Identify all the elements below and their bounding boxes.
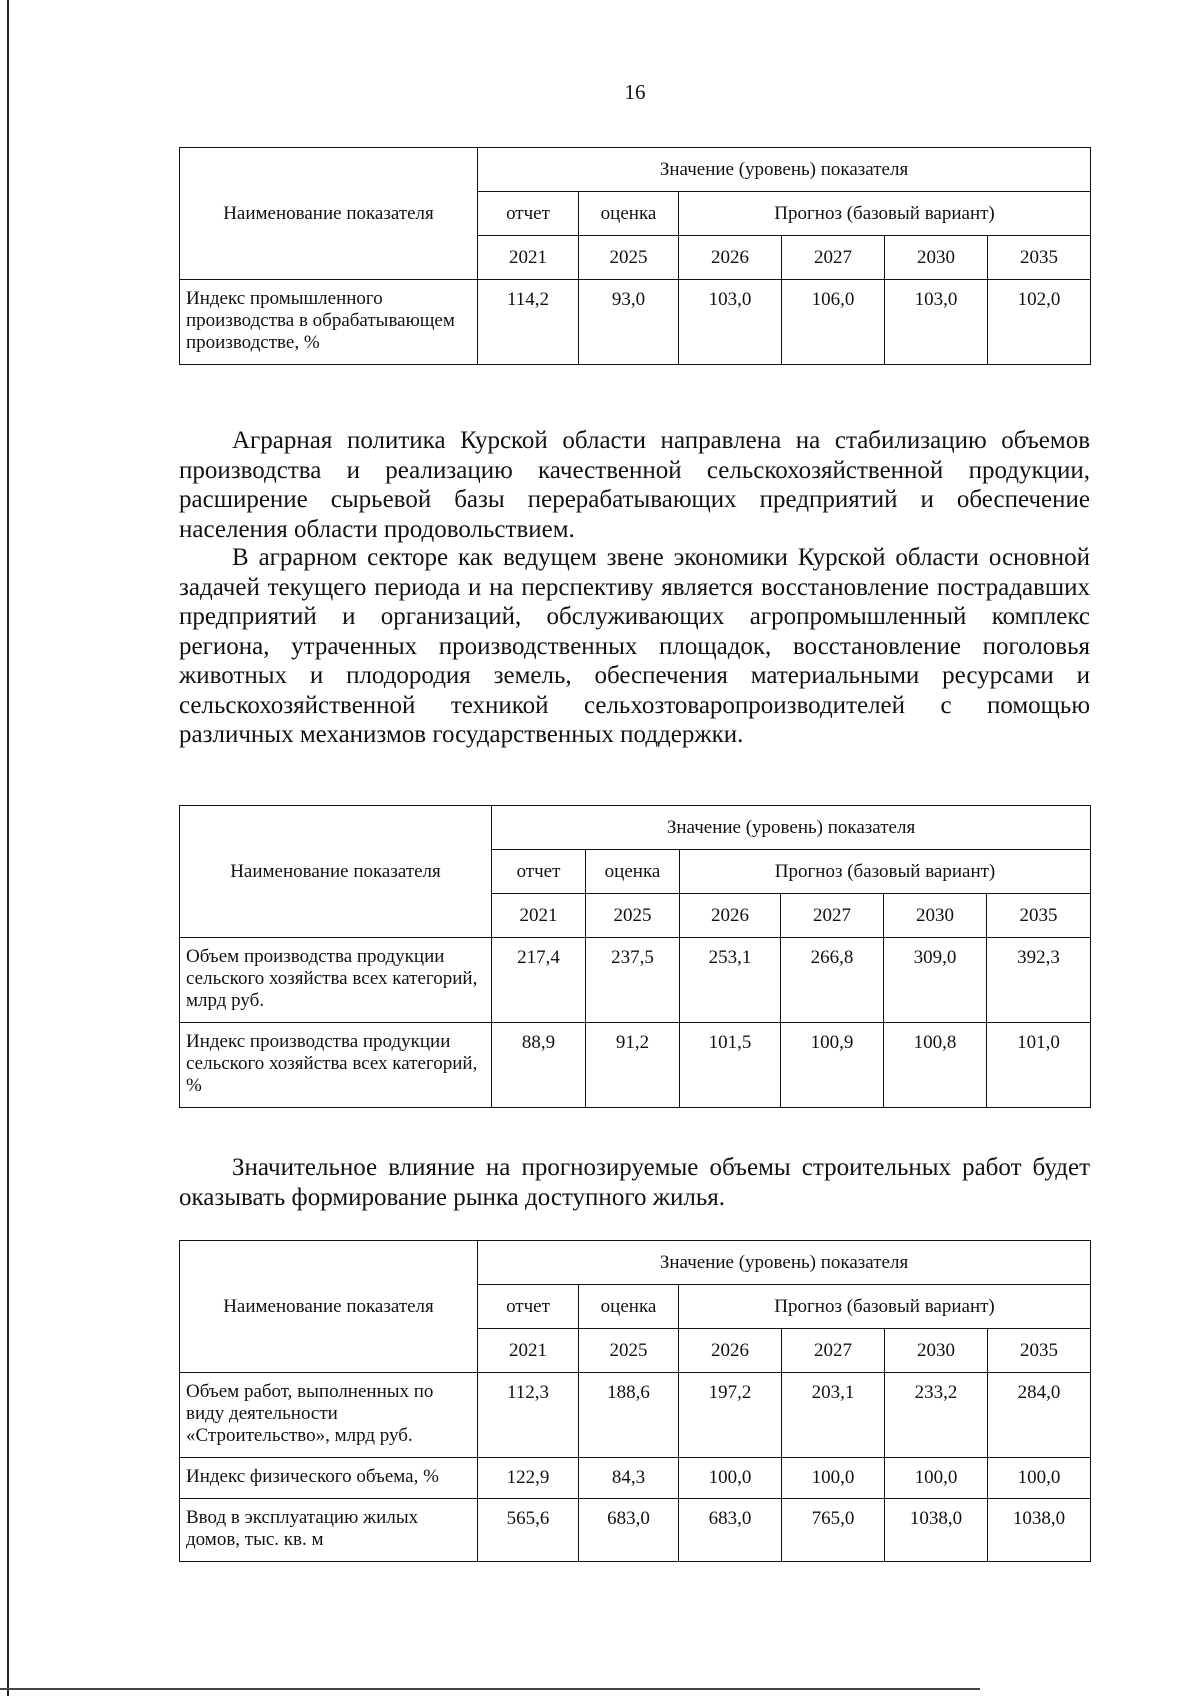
table-body <box>180 148 1091 365</box>
column-header-year: 2030 <box>884 894 987 938</box>
table-row <box>180 1023 1091 1108</box>
value-cell: 122,9 <box>478 1458 579 1499</box>
column-header-year: 2026 <box>679 1329 782 1373</box>
column-header-year: 2021 <box>492 894 586 938</box>
value-cell: 266,8 <box>781 938 884 1023</box>
column-header-year: 2027 <box>781 894 884 938</box>
column-header-year: 2030 <box>885 1329 988 1373</box>
column-header-year: 2035 <box>987 894 1091 938</box>
paragraph-agrarian-sector: В аграрном секторе как ведущем звене экономики Курской области основной задачей текущего периода и на перспективу является восстановление пострадавших предприятий и организаций, обслуживающих агропромышленный комплекс региона, утраченных производственных площадок, восстановление поголовья животных и плодородия земель, обеспечения материальными ресурсами и сельскохозяйственной техникой сельхозтоваропроизводителей с помощью различных механизмов государственных поддержки. <box>179 544 1090 748</box>
row-name: Индекс промышленного производства в обрабатывающем производстве, % <box>180 280 478 365</box>
column-header-year: 2026 <box>680 894 781 938</box>
value-cell: 1038,0 <box>885 1499 988 1562</box>
value-cell: 101,0 <box>987 1023 1091 1108</box>
value-cell: 114,2 <box>478 280 579 365</box>
table-row <box>180 1499 1091 1562</box>
value-cell: 683,0 <box>579 1499 679 1562</box>
value-cell: 237,5 <box>586 938 680 1023</box>
header-row-top <box>180 806 1091 850</box>
column-header-year: 2026 <box>679 236 782 280</box>
value-cell: 102,0 <box>988 280 1091 365</box>
column-header-report: отчет <box>492 850 586 894</box>
scan-edge-bottom <box>0 1688 980 1690</box>
value-cell: 253,1 <box>680 938 781 1023</box>
value-cell: 100,0 <box>988 1458 1091 1499</box>
header-row-top <box>180 148 1091 192</box>
column-header-year: 2021 <box>478 236 579 280</box>
value-cell: 100,0 <box>782 1458 885 1499</box>
value-cell: 91,2 <box>586 1023 680 1108</box>
value-cell: 106,0 <box>782 280 885 365</box>
column-header-value: Значение (уровень) показателя <box>478 1241 1091 1285</box>
scan-edge-left <box>7 0 9 1696</box>
row-name: Объем работ, выполненных по виду деятельности «Строительство», млрд руб. <box>180 1373 478 1458</box>
table-row <box>180 1458 1091 1499</box>
column-header-estimate: оценка <box>579 192 679 236</box>
column-header-estimate: оценка <box>586 850 680 894</box>
column-header-year: 2025 <box>586 894 680 938</box>
column-header-report: отчет <box>478 1285 579 1329</box>
industrial-index-table <box>179 147 1091 365</box>
column-header-year: 2030 <box>885 236 988 280</box>
value-cell: 683,0 <box>679 1499 782 1562</box>
table-body <box>180 1241 1091 1562</box>
column-header-forecast: Прогноз (базовый вариант) <box>679 192 1091 236</box>
column-header-name: Наименование показателя <box>180 1241 478 1373</box>
value-cell: 565,6 <box>478 1499 579 1562</box>
column-header-year: 2021 <box>478 1329 579 1373</box>
column-header-forecast: Прогноз (базовый вариант) <box>680 850 1091 894</box>
column-header-name: Наименование показателя <box>180 148 478 280</box>
column-header-year: 2035 <box>988 1329 1091 1373</box>
value-cell: 88,9 <box>492 1023 586 1108</box>
value-cell: 103,0 <box>885 280 988 365</box>
column-header-value: Значение (уровень) показателя <box>478 148 1091 192</box>
value-cell: 93,0 <box>579 280 679 365</box>
agriculture-table <box>179 805 1091 1108</box>
value-cell: 765,0 <box>782 1499 885 1562</box>
value-cell: 188,6 <box>579 1373 679 1458</box>
table-row <box>180 938 1091 1023</box>
page-number: 16 <box>624 80 646 104</box>
header-row-top <box>180 1241 1091 1285</box>
table-body <box>180 806 1091 1108</box>
value-cell: 309,0 <box>884 938 987 1023</box>
column-header-forecast: Прогноз (базовый вариант) <box>679 1285 1091 1329</box>
column-header-year: 2025 <box>579 236 679 280</box>
row-name: Ввод в эксплуатацию жилых домов, тыс. кв. м <box>180 1499 478 1562</box>
value-cell: 103,0 <box>679 280 782 365</box>
value-cell: 1038,0 <box>988 1499 1091 1562</box>
column-header-name: Наименование показателя <box>180 806 492 938</box>
column-header-year: 2025 <box>579 1329 679 1373</box>
value-cell: 84,3 <box>579 1458 679 1499</box>
row-name: Объем производства продукции сельского хозяйства всех категорий, млрд руб. <box>180 938 492 1023</box>
value-cell: 100,9 <box>781 1023 884 1108</box>
column-header-report: отчет <box>478 192 579 236</box>
table-row <box>180 1373 1091 1458</box>
value-cell: 203,1 <box>782 1373 885 1458</box>
column-header-year: 2027 <box>782 236 885 280</box>
value-cell: 197,2 <box>679 1373 782 1458</box>
value-cell: 101,5 <box>680 1023 781 1108</box>
column-header-value: Значение (уровень) показателя <box>492 806 1091 850</box>
value-cell: 112,3 <box>478 1373 579 1458</box>
value-cell: 100,8 <box>884 1023 987 1108</box>
column-header-estimate: оценка <box>579 1285 679 1329</box>
column-header-year: 2027 <box>782 1329 885 1373</box>
value-cell: 217,4 <box>492 938 586 1023</box>
value-cell: 233,2 <box>885 1373 988 1458</box>
row-name: Индекс производства продукции сельского хозяйства всех категорий, % <box>180 1023 492 1108</box>
table-row <box>180 280 1091 365</box>
column-header-year: 2035 <box>988 236 1091 280</box>
row-name: Индекс физического объема, % <box>180 1458 478 1499</box>
value-cell: 284,0 <box>988 1373 1091 1458</box>
paragraph-agrarian-policy: Аграрная политика Курской области направлена на стабилизацию объемов производства и реализацию качественной сельскохозяйственной продукции, расширение сырьевой базы перерабатывающих предприятий и обеспечение населения области продовольствием. <box>179 427 1090 543</box>
value-cell: 100,0 <box>885 1458 988 1499</box>
paragraph-construction: Значительное влияние на прогнозируемые объемы строительных работ будет оказывать формирование рынка доступного жилья. <box>179 1154 1090 1211</box>
construction-table <box>179 1240 1091 1562</box>
value-cell: 100,0 <box>679 1458 782 1499</box>
value-cell: 392,3 <box>987 938 1091 1023</box>
